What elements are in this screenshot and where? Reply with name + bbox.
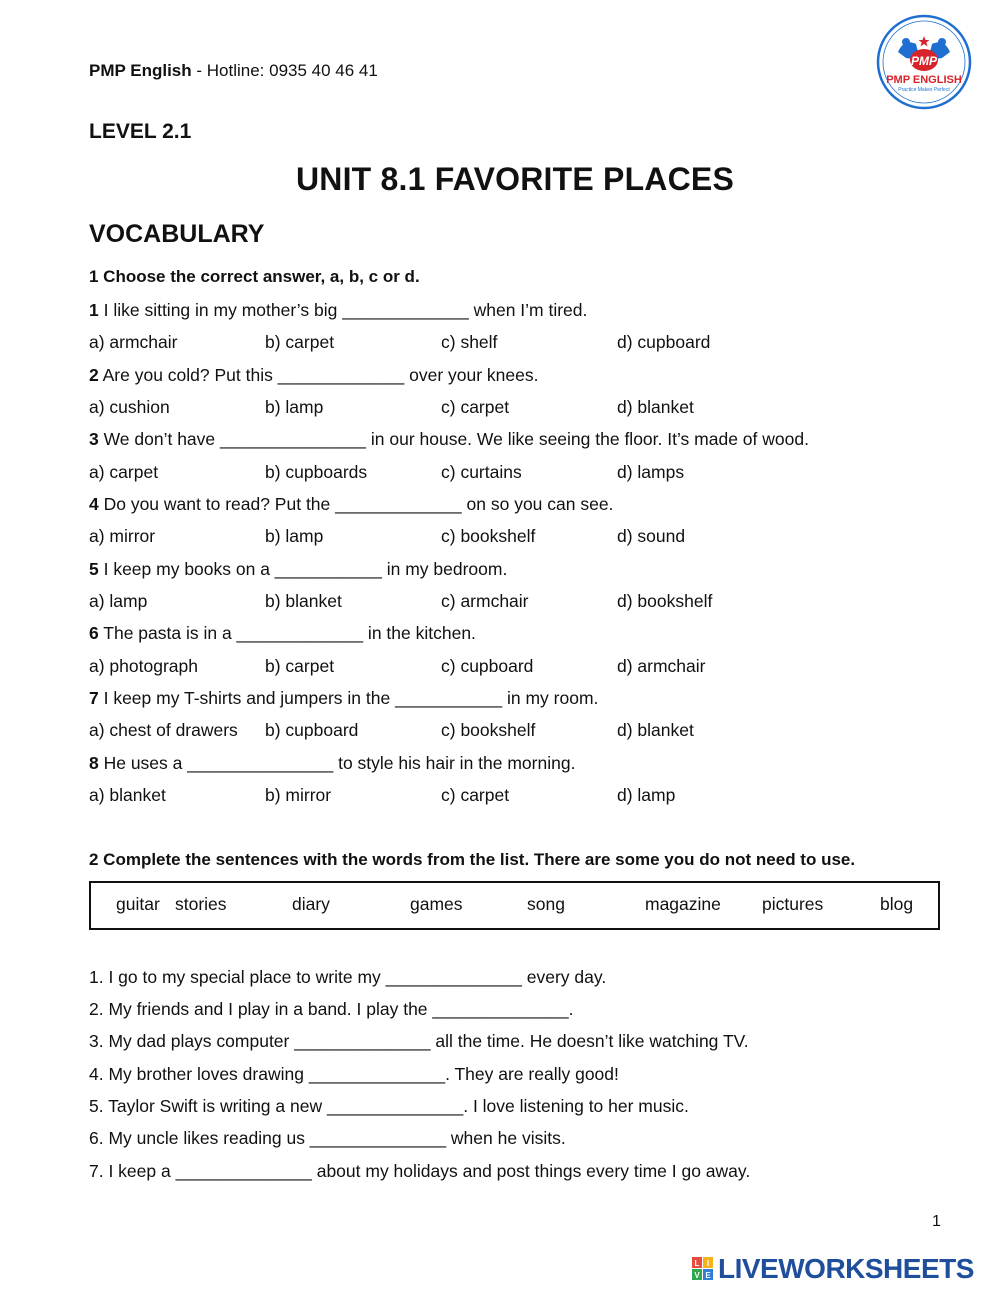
option-a[interactable]: a) lamp	[89, 591, 148, 611]
level-label: LEVEL 2.1	[89, 120, 192, 143]
liveworksheets-badge-icon	[692, 1257, 714, 1281]
section-heading: VOCABULARY	[89, 220, 265, 248]
option-d[interactable]: d) lamp	[617, 785, 676, 805]
question-1	[89, 299, 587, 321]
option-d[interactable]: d) sound	[617, 526, 686, 546]
question-2	[89, 364, 538, 386]
option-a[interactable]: a) blanket	[89, 785, 166, 805]
brand-name: PMP English	[89, 61, 192, 80]
option-a[interactable]: a) mirror	[89, 526, 156, 546]
question-text: I keep my T-shirts and jumpers in the ___________ in my room.	[98, 688, 599, 708]
question-text: We don’t have _______________ in our house. We like seeing the floor. It’s made of wood.	[98, 429, 809, 449]
word-item[interactable]: diary	[292, 894, 330, 914]
question-8	[89, 752, 575, 774]
option-b[interactable]: b) mirror	[265, 785, 332, 805]
sentence-1: 1. I go to my special place to write my ______________ every day.	[89, 967, 607, 987]
question-6	[89, 622, 476, 644]
question-4	[89, 493, 613, 515]
question-number: 4	[89, 494, 99, 514]
question-text: I like sitting in my mother’s big _____________ when I’m tired.	[98, 300, 588, 320]
question-number: 5	[89, 559, 99, 579]
option-b[interactable]: b) carpet	[265, 332, 335, 352]
option-b[interactable]: b) carpet	[265, 656, 335, 676]
question-text: Are you cold? Put this _____________ over your knees.	[98, 365, 539, 385]
question-text: Do you want to read? Put the _____________ on so you can see.	[98, 494, 614, 514]
liveworksheets-footer	[692, 1253, 974, 1285]
sentence-3: 3. My dad plays computer ______________ all the time. He doesn’t like watching TV.	[89, 1031, 749, 1051]
option-d[interactable]: d) blanket	[617, 397, 694, 417]
question-number: 8	[89, 753, 99, 773]
word-item[interactable]: games	[410, 894, 463, 914]
svg-text:L: L	[694, 1259, 700, 1268]
question-7	[89, 687, 598, 709]
option-d[interactable]: d) blanket	[617, 720, 694, 740]
question-number: 7	[89, 688, 99, 708]
option-c[interactable]: c) cupboard	[441, 656, 534, 676]
option-d[interactable]: d) lamps	[617, 462, 685, 482]
word-item[interactable]: song	[527, 894, 565, 914]
question-5	[89, 558, 507, 580]
question-number: 1	[89, 300, 99, 320]
liveworksheets-wordmark: LIVEWORKSHEETS	[718, 1253, 974, 1284]
logo-name: PMP ENGLISH	[886, 74, 962, 86]
sentence-2: 2. My friends and I play in a band. I play the ______________.	[89, 999, 574, 1019]
svg-text:V: V	[694, 1271, 700, 1280]
option-a[interactable]: a) photograph	[89, 656, 198, 676]
question-3	[89, 428, 809, 450]
option-c[interactable]: c) carpet	[441, 785, 510, 805]
word-item[interactable]: magazine	[645, 894, 721, 914]
option-a[interactable]: a) armchair	[89, 332, 178, 352]
question-text: I keep my books on a ___________ in my bedroom.	[98, 559, 508, 579]
question-number: 2	[89, 365, 99, 385]
sentence-4: 4. My brother loves drawing ______________. They are really good!	[89, 1064, 619, 1084]
option-d[interactable]: d) cupboard	[617, 332, 711, 352]
option-b[interactable]: b) lamp	[265, 526, 324, 546]
header-line	[89, 60, 378, 82]
option-c[interactable]: c) carpet	[441, 397, 510, 417]
svg-text:I: I	[706, 1259, 710, 1268]
option-c[interactable]: c) armchair	[441, 591, 529, 611]
option-a[interactable]: a) cushion	[89, 397, 170, 417]
logo-mark: PMP	[910, 54, 938, 68]
hotline: - Hotline: 0935 40 46 41	[191, 61, 378, 80]
question-number: 3	[89, 429, 99, 449]
option-b[interactable]: b) cupboards	[265, 462, 368, 482]
word-list-box	[89, 881, 940, 930]
question-text: He uses a _______________ to style his hair in the morning.	[98, 753, 576, 773]
option-c[interactable]: c) bookshelf	[441, 526, 536, 546]
question-text: The pasta is in a _____________ in the kitchen.	[98, 623, 476, 643]
sentence-6: 6. My uncle likes reading us ______________ when he visits.	[89, 1128, 566, 1148]
option-b[interactable]: b) cupboard	[265, 720, 359, 740]
option-d[interactable]: d) bookshelf	[617, 591, 713, 611]
word-item[interactable]: pictures	[762, 894, 824, 914]
option-a[interactable]: a) chest of drawers	[89, 720, 238, 740]
option-c[interactable]: c) bookshelf	[441, 720, 536, 740]
option-c[interactable]: c) shelf	[441, 332, 498, 352]
word-item[interactable]: guitar	[116, 894, 160, 914]
page-number: 1	[932, 1213, 941, 1230]
option-c[interactable]: c) curtains	[441, 462, 522, 482]
option-a[interactable]: a) carpet	[89, 462, 159, 482]
word-item[interactable]: stories	[175, 894, 227, 914]
logo-tagline: Practice Makes Perfect	[898, 87, 950, 93]
word-item[interactable]: blog	[880, 894, 914, 914]
option-d[interactable]: d) armchair	[617, 656, 706, 676]
option-b[interactable]: b) blanket	[265, 591, 342, 611]
page-title: UNIT 8.1 FAVORITE PLACES	[295, 161, 735, 197]
svg-text:E: E	[705, 1271, 711, 1280]
exercise2-instruction: 2 Complete the sentences with the words from the list. There are some you do not need to use.	[89, 850, 856, 869]
exercise1-instruction: 1 Choose the correct answer, a, b, c or d.	[89, 267, 420, 286]
sentence-5: 5. Taylor Swift is writing a new ______________. I love listening to her music.	[89, 1096, 689, 1116]
pmp-english-logo	[876, 14, 972, 110]
question-number: 6	[89, 623, 99, 643]
sentence-7: 7. I keep a ______________ about my holidays and post things every time I go away.	[89, 1161, 751, 1181]
option-b[interactable]: b) lamp	[265, 397, 324, 417]
